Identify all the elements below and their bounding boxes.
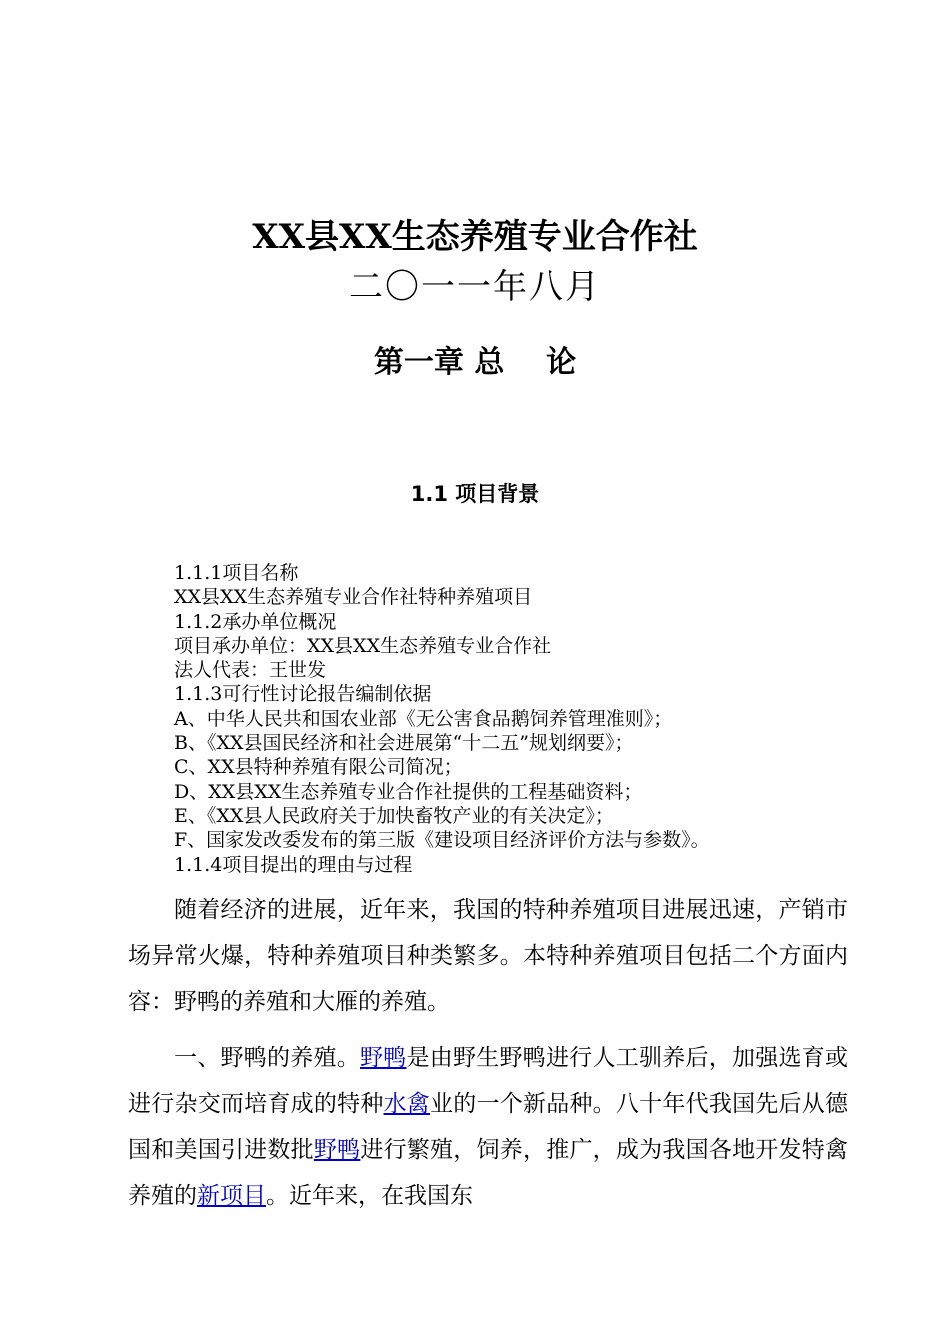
body-paragraph-wild-duck: [128, 1035, 848, 1219]
chapter-number: 第一章: [373, 345, 464, 380]
link-waterfowl[interactable]: 水禽: [383, 1091, 431, 1117]
outline-line: XX县XX生态养殖专业合作社特种养殖项目: [174, 586, 533, 609]
chapter-title: [0, 338, 950, 388]
outline-heading-basis: 1.1.3可行性讨论报告编制依据: [174, 683, 432, 706]
outline-line: B、《XX县国民经济和社会进展第“十二五”规划纲要》；: [174, 732, 634, 755]
outline-line: F、国家发改委发布的第三版《建设项目经济评价方法与参数》。: [174, 829, 710, 852]
link-wild-duck[interactable]: 野鸭: [360, 1045, 407, 1071]
link-new-project[interactable]: 新项目: [197, 1183, 266, 1209]
link-wild-duck-2[interactable]: 野鸭: [313, 1137, 361, 1163]
document-title: XX县XX生态养殖专业合作社: [252, 217, 698, 257]
body-paragraph-intro: 随着经济的进展，近年来，我国的特种养殖项目进展迅速，产销市场异常火爆，特种养殖项目种类繁多。本特种养殖项目包括二个方面内容：野鸭的养殖和大雁的养殖。: [128, 897, 848, 1015]
section-title: 1.1 项目背景: [410, 482, 540, 506]
outline-line: C、XX县特种养殖有限公司简况；: [174, 756, 463, 779]
outline-line: 法人代表：王世发: [174, 659, 327, 682]
outline-list: [174, 561, 710, 877]
outline-line: E、《XX县人民政府关于加快畜牧产业的有关决定》；: [174, 804, 614, 827]
paragraph-text: 。近年来，在我国东: [266, 1183, 473, 1209]
outline-heading-project-name: 1.1.1项目名称: [174, 562, 299, 584]
paragraph-text: 是由野生野鸭进行人工驯养后，加强选育或进行杂交而培育成的特种: [128, 1045, 848, 1117]
paragraph-text: 一、野鸭的养殖。: [174, 1045, 360, 1071]
outline-line: D、XX县XX生态养殖专业合作社提供的工程基础资料；: [174, 780, 643, 803]
outline-line: 项目承办单位：XX县XX生态养殖专业合作社: [174, 634, 552, 657]
outline-line: A、中华人民共和国农业部《无公害食品鹅饲养管理准则》；: [174, 707, 673, 730]
paragraph-text: 业的一个新品种。八十年代我国先后从德国和美国引进数批: [128, 1091, 849, 1163]
chapter-word-1: 总: [474, 345, 505, 380]
document-date: 二〇一一年八月: [349, 267, 601, 307]
paragraph-text: 进行繁殖，饲养，推广，成为我国各地开发特禽养殖的: [128, 1137, 849, 1209]
outline-heading-reasons: 1.1.4项目提出的理由与过程: [174, 853, 413, 876]
chapter-word-2: 论: [546, 345, 577, 380]
outline-heading-organizer: 1.1.2承办单位概况: [174, 610, 337, 633]
